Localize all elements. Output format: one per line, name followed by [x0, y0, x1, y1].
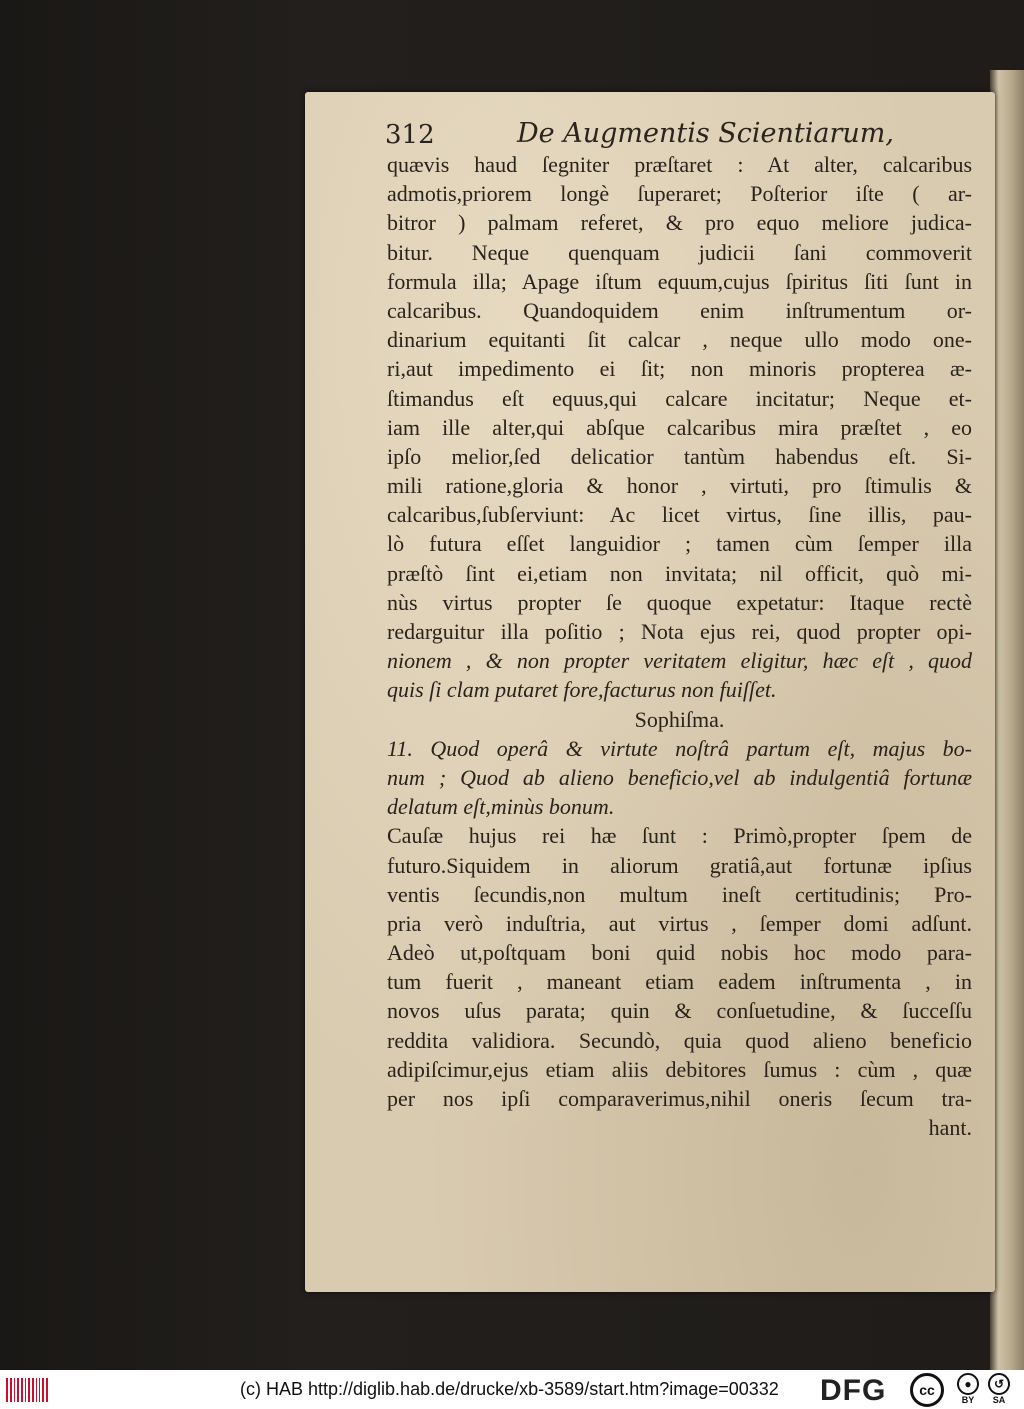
text-line: formula illa; Apage iſtum equum,cujus ſpiritus ſiti ſunt in	[387, 268, 972, 294]
text-line: Cauſæ hujus rei hæ ſunt : Primò,propter ſpem de	[387, 823, 972, 849]
book-spine	[990, 70, 1024, 1370]
text-line: num ; Quod ab alieno beneficio,vel ab indulgentiâ fortunæ	[387, 764, 972, 790]
text-line: iam ille alter,qui abſque calcaribus mira præſtet , eo	[387, 414, 972, 440]
text-line: bitur. Neque quenquam judicii ſani commoverit	[387, 239, 972, 265]
text-line: Adeò ut,poſtquam boni quid nobis hoc modo para-	[387, 940, 972, 966]
text-line: nionem , & non propter veritatem eligitur, hæc eſt , quod	[387, 648, 972, 674]
text-line: præſtò ſint ei,etiam non invitata; nil officit, quò mi-	[387, 560, 972, 586]
catchword: hant.	[928, 1115, 972, 1141]
text-line: pria verò induſtria, aut virtus , ſemper domi adſunt.	[387, 910, 972, 936]
footer-bar	[0, 1370, 1024, 1409]
text-line: calcaribus. Quandoquidem enim inſtrumentum or-	[387, 297, 972, 323]
text-line: per nos ipſi comparaverimus,nihil oneris ſecum tra-	[387, 1086, 972, 1111]
text-line: ventis ſecundis,non multum ineſt certitudinis; Pro-	[387, 881, 972, 907]
text-line: delatum eſt,minùs bonum.	[387, 794, 615, 820]
text-line: futuro.Siquidem in aliorum gratiâ,aut fortunæ ipſius	[387, 852, 972, 878]
text-line: mili ratione,gloria & honor , virtuti, pro ſtimulis &	[387, 473, 972, 499]
running-title: De Augmentis Scientiarum,	[517, 118, 894, 149]
creative-commons-icon[interactable]	[910, 1373, 944, 1407]
by-license-icon[interactable]: ● BY	[955, 1373, 981, 1406]
by-label: BY	[961, 1395, 975, 1405]
text-line: dinarium equitanti ſit calcar , neque ullo modo one-	[387, 327, 972, 353]
text-line: adipiſcimur,ejus etiam aliis debitores ſumus : cùm , quæ	[387, 1056, 972, 1082]
section-heading: Sophiſma.	[634, 706, 725, 732]
text-line: quis ſi clam putaret fore,facturus non fuiſſet.	[387, 677, 777, 703]
text-line: tum fuerit , maneant etiam eadem inſtrumenta , in	[387, 969, 972, 995]
sa-license-icon[interactable]: ↺ SA	[986, 1373, 1012, 1406]
text-line: reddita validiora. Secundò, quia quod alieno beneficio	[387, 1027, 972, 1053]
dfg-logo[interactable]: DFG	[820, 1374, 887, 1407]
text-line: novos uſus parata; quin & conſuetudine, & ſucceſſu	[387, 998, 972, 1024]
copyright-link[interactable]: (c) HAB http://diglib.hab.de/drucke/xb-3589/start.htm?image=00332	[240, 1379, 779, 1399]
text-line: admotis,priorem longè ſuperaret; Poſterior iſte ( ar-	[387, 181, 972, 207]
body-text	[387, 150, 972, 1142]
page-number: 312	[385, 120, 435, 150]
text-line: nùs virtus propter ſe quoque expetatur: Itaque rectè	[387, 589, 972, 615]
hab-barcode-icon[interactable]	[6, 1378, 48, 1402]
text-line: calcaribus,ſubſerviunt: Ac licet virtus, ſine illis, pau-	[387, 502, 972, 528]
sa-label: SA	[992, 1395, 1006, 1405]
text-line: bitror ) palmam referet, & pro equo meliore judica-	[387, 210, 972, 236]
text-line: ſtimandus eſt equus,qui calcare incitatur; Neque et-	[387, 385, 972, 411]
text-line: ri,aut impedimento ei ſit; non minoris propterea æ-	[387, 356, 972, 382]
text-line: redarguitur illa poſitio ; Nota ejus rei, quod propter opi-	[387, 619, 972, 644]
text-line: quævis haud ſegniter præſtaret : At alter, calcaribus	[387, 152, 972, 177]
text-line: lò futura eſſet languidior ; tamen cùm ſemper illa	[387, 531, 972, 557]
text-line: 11. Quod operâ & virtute noſtrâ partum eſt, majus bo-	[387, 735, 972, 761]
cc-label: cc	[919, 1382, 935, 1398]
text-line: ipſo melior,ſed delicatior tantùm habendus eſt. Si-	[387, 443, 972, 469]
